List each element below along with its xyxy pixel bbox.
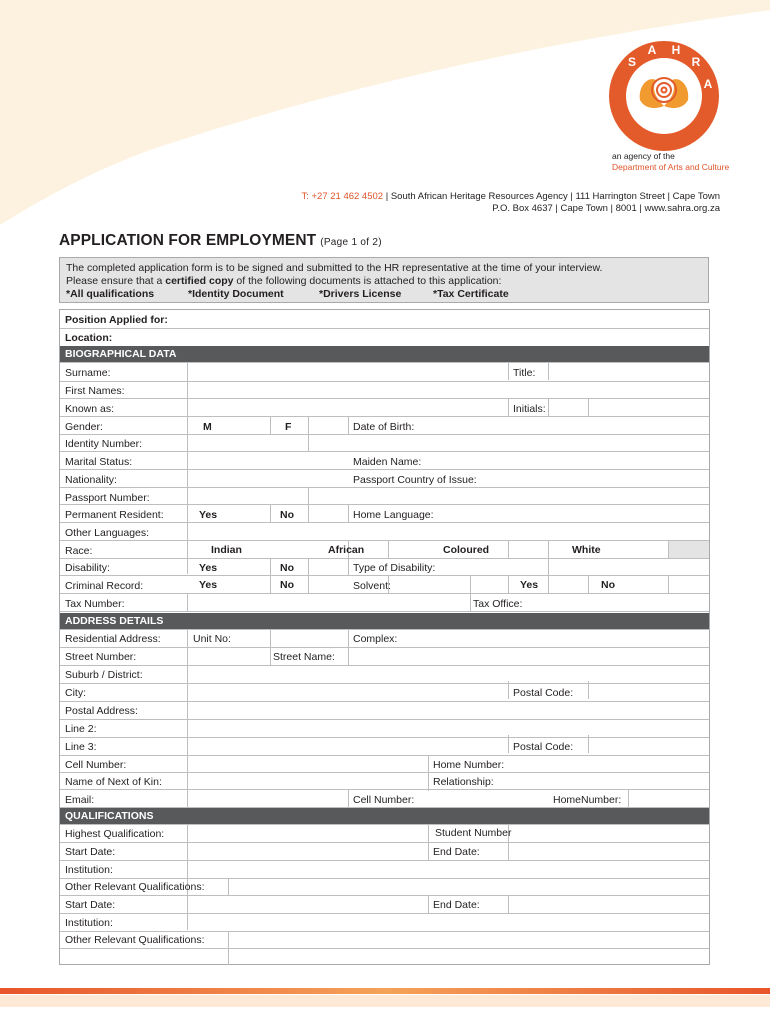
intro-line2c: of the following documents is attached to this application: xyxy=(233,275,502,287)
criminal-record-yes[interactable]: Yes xyxy=(199,579,218,591)
agency-note xyxy=(612,151,729,173)
complex-label: Complex: xyxy=(353,633,398,645)
intro-line2b: certified copy xyxy=(165,275,234,287)
gender-male-option[interactable]: M xyxy=(203,421,212,433)
city-label: City: xyxy=(65,687,86,699)
initials-label: Initials: xyxy=(513,403,546,415)
student-number-label: Student Number xyxy=(435,827,512,839)
race-label: Race: xyxy=(65,545,93,557)
svg-text:H: H xyxy=(671,43,681,57)
race-indian[interactable]: Indian xyxy=(211,544,242,556)
institution-label: Institution: xyxy=(65,864,113,876)
section-biographical: BIOGRAPHICAL DATA xyxy=(60,346,709,362)
id-number-label: Identity Number: xyxy=(65,438,143,450)
doc-identity: *Identity Document xyxy=(188,288,284,300)
kin-cell-number-label: Cell Number: xyxy=(353,794,415,806)
institution2-label: Institution: xyxy=(65,917,113,929)
footer-bar xyxy=(0,988,770,1010)
solvent-label: Solvent: xyxy=(353,580,391,592)
agency-line1: an agency of the xyxy=(612,151,675,161)
postal-address-label: Postal Address: xyxy=(65,705,138,717)
title-field-label: Title: xyxy=(513,367,536,379)
contact-line2: P.O. Box 4637 | Cape Town | 8001 | www.sahra.org.za xyxy=(492,203,720,214)
residential-address-label: Residential Address: xyxy=(65,633,161,645)
tax-office-label: Tax Office: xyxy=(473,598,523,610)
start-date2-label: Start Date: xyxy=(65,899,116,911)
intro-line1: The completed application form is to be signed and submitted to the HR representative at the time of your interview. xyxy=(66,262,603,274)
solvent-no[interactable]: No xyxy=(601,579,615,591)
criminal-record-no[interactable]: No xyxy=(280,579,294,591)
address-line3-label: Line 3: xyxy=(65,741,97,753)
postal-code-label: Postal Code: xyxy=(513,687,574,699)
maiden-name-label: Maiden Name: xyxy=(353,456,422,468)
doc-drivers: *Drivers License xyxy=(319,288,402,300)
unit-no-label: Unit No: xyxy=(193,633,231,645)
disability-no[interactable]: No xyxy=(280,562,294,574)
permanent-resident-label: Permanent Resident: xyxy=(65,509,164,521)
surname-label: Surname: xyxy=(65,367,111,379)
intro-line2a: Please ensure that a xyxy=(66,275,166,287)
criminal-record-label: Criminal Record: xyxy=(65,580,144,592)
dob-label: Date of Birth: xyxy=(353,421,415,433)
tax-number-label: Tax Number: xyxy=(65,598,125,610)
svg-text:R: R xyxy=(691,55,701,69)
svg-text:A: A xyxy=(647,43,657,57)
other-qualifications-label: Other Relevant Qualifications: xyxy=(65,881,205,893)
postal-code2-label: Postal Code: xyxy=(513,741,574,753)
street-number-label: Street Number: xyxy=(65,651,137,663)
next-of-kin-label: Name of Next of Kin: xyxy=(65,776,162,788)
nationality-label: Nationality: xyxy=(65,474,117,486)
doc-tax: *Tax Certificate xyxy=(433,288,509,300)
phone-number: T: +27 21 462 4502 xyxy=(301,191,384,202)
permanent-resident-yes[interactable]: Yes xyxy=(199,509,218,521)
end-date-label: End Date: xyxy=(433,846,480,858)
passport-number-label: Passport Number: xyxy=(65,492,150,504)
section-qualifications: QUALIFICATIONS xyxy=(60,808,709,824)
gender-female-option[interactable]: F xyxy=(285,421,292,433)
location-label: Location: xyxy=(65,332,113,344)
contact-info xyxy=(200,191,720,215)
email-label: Email: xyxy=(65,794,95,806)
title-main: APPLICATION FOR EMPLOYMENT xyxy=(59,232,317,249)
street-name-label: Street Name: xyxy=(273,651,335,663)
suburb-label: Suburb / District: xyxy=(65,669,143,681)
solvent-yes[interactable]: Yes xyxy=(520,579,539,591)
contact-line1: | South African Heritage Resources Agency | 111 Harrington Street | Cape Town xyxy=(383,191,720,202)
doc-qualifications: *All qualifications xyxy=(66,288,155,300)
permanent-resident-no[interactable]: No xyxy=(280,509,294,521)
other-qualifications2-label: Other Relevant Qualifications: xyxy=(65,934,205,946)
intro-box xyxy=(59,257,709,303)
race-other-cell[interactable] xyxy=(669,541,709,558)
cell-number-label: Cell Number: xyxy=(65,759,127,771)
svg-text:A: A xyxy=(703,77,713,91)
address-line2-label: Line 2: xyxy=(65,723,97,735)
first-names-label: First Names: xyxy=(65,385,125,397)
page-title xyxy=(59,232,382,250)
race-white[interactable]: White xyxy=(572,544,601,556)
gender-label: Gender: xyxy=(65,421,103,433)
end-date2-label: End Date: xyxy=(433,899,480,911)
marital-status-label: Marital Status: xyxy=(65,456,133,468)
agency-dept: Department of Arts and Culture xyxy=(612,162,730,172)
passport-country-label: Passport Country of Issue: xyxy=(353,474,477,486)
known-as-label: Known as: xyxy=(65,403,115,415)
race-african[interactable]: African xyxy=(328,544,365,556)
home-number-label: Home Number: xyxy=(433,759,505,771)
disability-yes[interactable]: Yes xyxy=(199,562,218,574)
section-address: ADDRESS DETAILS xyxy=(60,613,709,629)
home-language-label: Home Language: xyxy=(353,509,434,521)
svg-text:S: S xyxy=(627,55,637,69)
kin-home-number-label: HomeNumber: xyxy=(553,794,622,806)
disability-label: Disability: xyxy=(65,562,110,574)
position-applied-label: Position Applied for: xyxy=(65,314,168,326)
other-languages-label: Other Languages: xyxy=(65,527,150,539)
race-coloured[interactable]: Coloured xyxy=(443,544,490,556)
sahra-logo xyxy=(608,40,720,152)
highest-qualification-label: Highest Qualification: xyxy=(65,828,165,840)
type-of-disability-label: Type of Disability: xyxy=(353,562,436,574)
relationship-label: Relationship: xyxy=(433,776,494,788)
start-date-label: Start Date: xyxy=(65,846,116,858)
application-form xyxy=(59,309,710,965)
title-page: (Page 1 of 2) xyxy=(320,237,382,248)
